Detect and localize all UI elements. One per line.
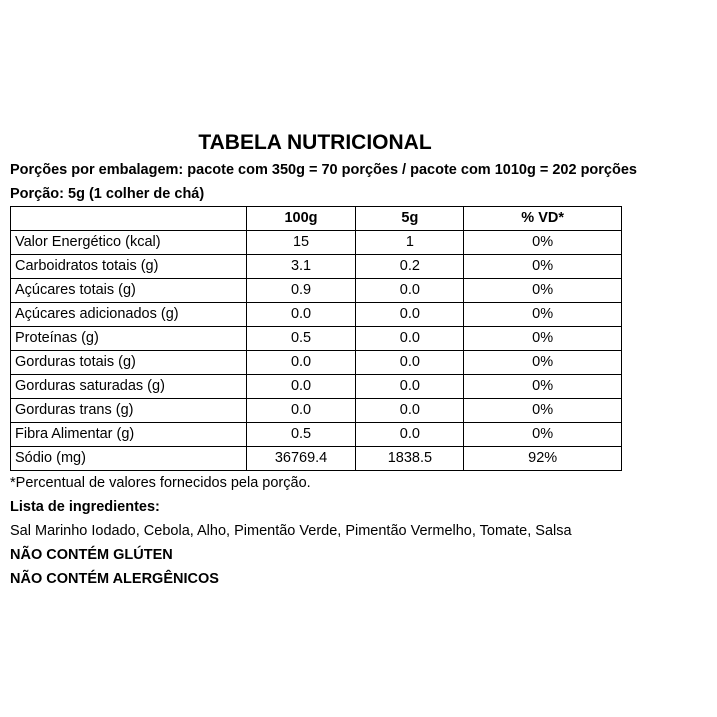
value-per-5g: 0.0 [356,351,464,375]
footnote: *Percentual de valores fornecidos pela porção. [10,475,311,491]
value-per-5g: 0.0 [356,303,464,327]
header-nutrient [11,207,247,231]
daily-value: 0% [464,327,622,351]
nutrient-name: Gorduras totais (g) [11,351,247,375]
value-per-5g: 0.0 [356,279,464,303]
table-row [11,375,622,399]
daily-value: 0% [464,279,622,303]
header-per-5g: 5g [356,207,464,231]
value-per-5g: 0.0 [356,375,464,399]
ingredients-list: Sal Marinho Iodado, Cebola, Alho, Pimentão Verde, Pimentão Vermelho, Tomate, Salsa [10,523,572,539]
value-per-5g: 1 [356,231,464,255]
table-row [11,423,622,447]
value-per-5g: 0.0 [356,423,464,447]
value-per-5g: 1838.5 [356,447,464,471]
daily-value: 0% [464,231,622,255]
value-per-5g: 0.0 [356,399,464,423]
servings-per-package: Porções por embalagem: pacote com 350g = 70 porções / pacote com 1010g = 202 porções [10,162,637,178]
table-row [11,327,622,351]
allergen-notice: NÃO CONTÉM ALERGÊNICOS [10,571,219,587]
value-per-100g: 15 [246,231,356,255]
value-per-100g: 0.0 [246,303,356,327]
header-daily-value: % VD* [464,207,622,231]
nutrient-name: Açúcares adicionados (g) [11,303,247,327]
serving-size: Porção: 5g (1 colher de chá) [10,186,205,202]
value-per-100g: 36769.4 [246,447,356,471]
value-per-100g: 0.9 [246,279,356,303]
table-row [11,303,622,327]
daily-value: 0% [464,255,622,279]
table-row [11,399,622,423]
table-row [11,351,622,375]
nutrition-label [10,128,710,591]
daily-value: 0% [464,399,622,423]
daily-value: 0% [464,423,622,447]
value-per-100g: 0.0 [246,399,356,423]
value-per-5g: 0.0 [356,327,464,351]
value-per-100g: 0.5 [246,327,356,351]
nutrient-name: Proteínas (g) [11,327,247,351]
daily-value: 0% [464,303,622,327]
gluten-notice: NÃO CONTÉM GLÚTEN [10,547,173,563]
daily-value: 92% [464,447,622,471]
nutrition-table [10,206,622,471]
value-per-100g: 3.1 [246,255,356,279]
nutrient-name: Carboidratos totais (g) [11,255,247,279]
table-row [11,231,622,255]
label-title: TABELA NUTRICIONAL [198,131,432,154]
value-per-100g: 0.5 [246,423,356,447]
ingredients-heading: Lista de ingredientes: [10,499,160,515]
nutrient-name: Açúcares totais (g) [11,279,247,303]
table-header-row [11,207,622,231]
nutrient-name: Gorduras trans (g) [11,399,247,423]
nutrient-name: Fibra Alimentar (g) [11,423,247,447]
value-per-100g: 0.0 [246,351,356,375]
daily-value: 0% [464,351,622,375]
daily-value: 0% [464,375,622,399]
nutrient-name: Valor Energético (kcal) [11,231,247,255]
value-per-5g: 0.2 [356,255,464,279]
nutrient-name: Sódio (mg) [11,447,247,471]
value-per-100g: 0.0 [246,375,356,399]
table-row [11,447,622,471]
nutrient-name: Gorduras saturadas (g) [11,375,247,399]
header-per-100g: 100g [246,207,356,231]
table-row [11,279,622,303]
table-row [11,255,622,279]
